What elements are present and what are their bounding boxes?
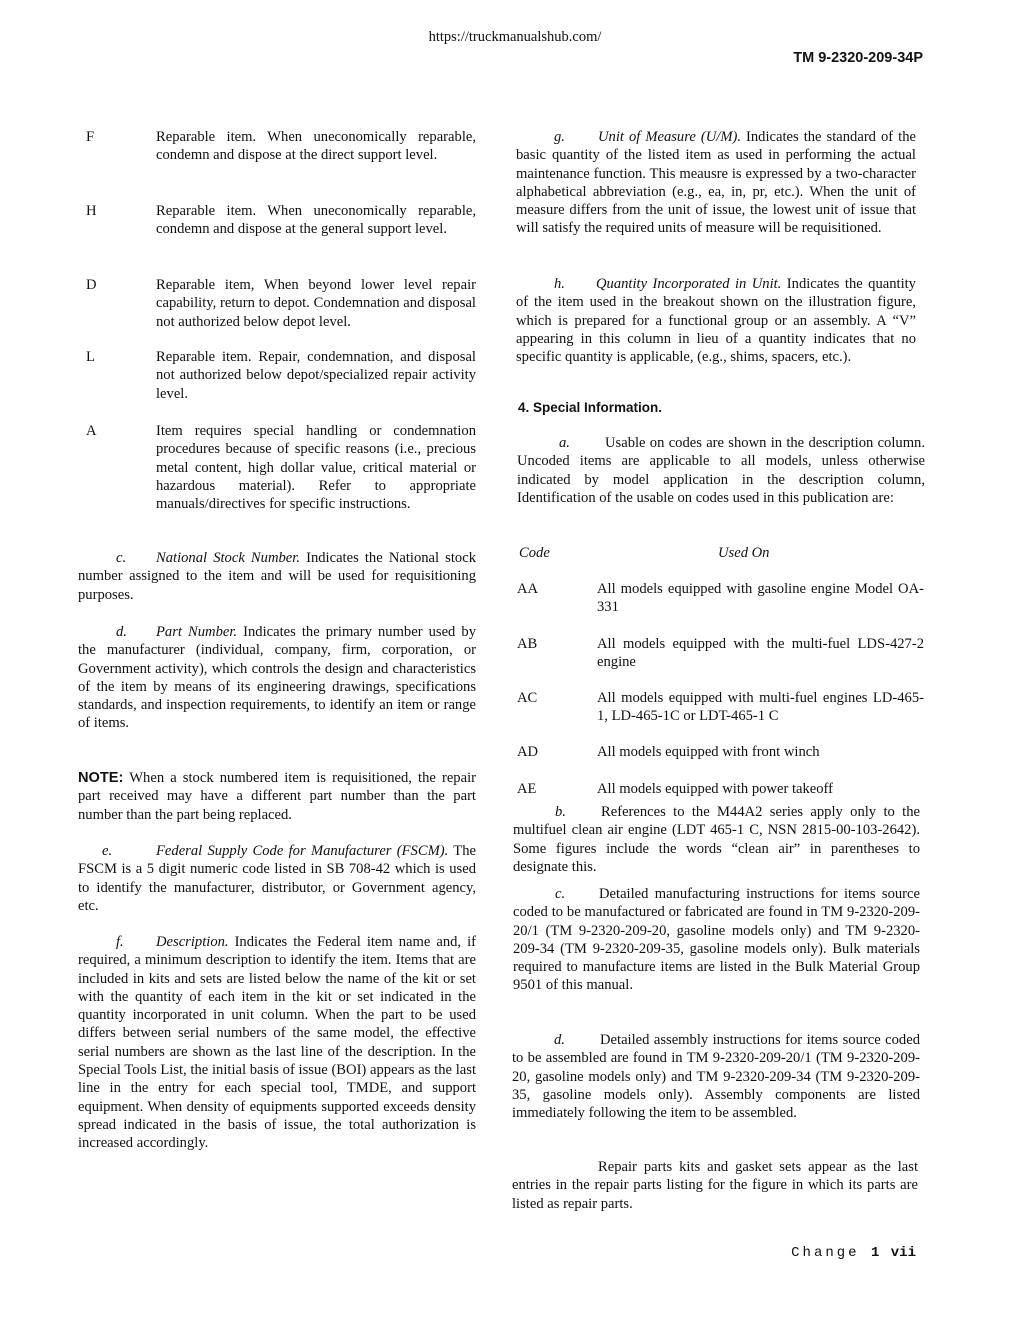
para-h-quantity-incorporated — [516, 275, 916, 366]
para-text: Indicates the standard of the basic quantity of the listed item as used in performing the actual maintenance function. This meausre is expressed by a two-character alphabetical abbreviation (e.g., ea, in, pr, etc.). When the unit of measure differs from the unit of issue, the lowest unit of issue that will satisfy the required units of measure will be requisitioned. — [516, 129, 916, 237]
usable-code-AA: AA — [517, 581, 539, 597]
source-url: https://truckmanualshub.com/ — [428, 29, 602, 45]
para-b-references — [513, 803, 920, 876]
para-text: Indicates the Federal item name and, if required, a minimum description to identify the item. Items that are included in kits and sets are listed below the name of the kit or set with the quantity of each item in the kit or set indicated in the quantity incorporated in unit column. When the part to be used differs between serial numbers of the same model, the effective serial numbers are shown as the last line of the description. In the Special Tools List, the initial basis of issue (BOI) appears as the last line in the entry for each special tool, TMDE, and support equipment. When density of equipments supported exceeds density spread indicated in the basis of issue, the total authorization is increased accordingly. — [78, 934, 476, 1152]
smr-desc-H: Reparable item. When uneconomically reparable, condemn and dispose at the general support level. — [156, 203, 476, 238]
usable-desc-AB: All models equipped with the multi-fuel LDS-427-2 engine — [597, 636, 924, 671]
para-letter: d. — [116, 624, 127, 640]
smr-desc-F: Reparable item. When uneconomically reparable, condemn and dispose at the direct support level. — [156, 129, 476, 164]
smr-desc-D: Reparable item, When beyond lower level repair capability, return to depot. Condemnation and disposal not authorized below depot level. — [156, 277, 476, 330]
smr-code-H: H — [86, 203, 97, 219]
para-text: The FSCM is a 5 digit numeric code listed in SB 708-42 which is used to identify the manufacturer, distributor, or Government agency, etc. — [78, 843, 476, 914]
page-footer — [791, 1244, 916, 1262]
para-text: Usable on codes are shown in the description column. Uncoded items are applicable to all models, unless otherwise indicated by model application in the description column, Identification of the usable on codes used in this publication are: — [517, 435, 925, 506]
para-title: Federal Supply Code for Manufacturer (FSCM). — [156, 843, 449, 859]
para-letter: c. — [116, 550, 127, 566]
footer-page-number: vii — [890, 1245, 916, 1261]
para-g-unit-of-measure — [516, 128, 916, 238]
para-text: Indicates the quantity of the item used in the breakout shown on the illustration figure, which is prepared for a functional group or an assembly. A “V” appearing in this column in lieu of a quantity indicates that no specific quantity is applicable, (e.g., shims, spacers, etc.). — [516, 276, 916, 366]
para-letter: b. — [555, 804, 566, 820]
usable-desc-AC: All models equipped with multi-fuel engines LD-465-1, LD-465-1C or LDT-465-1 C — [597, 690, 924, 725]
para-e-fscm — [78, 842, 476, 915]
usable-code-AE: AE — [517, 781, 537, 797]
para-letter: c. — [555, 886, 566, 902]
smr-code-L: L — [86, 349, 95, 365]
smr-desc-L: Reparable item. Repair, condemnation, and disposal not authorized below depot/specialized repair activity level. — [156, 349, 476, 402]
note-label: NOTE: — [78, 770, 124, 786]
para-text: Indicates the primary number used by the manufacturer (individual, company, firm, corporation, or Government activity), which controls the design and characteristics of the item by means of its engineering drawings, specifications standards, and inspection requirements, to identify an item or range of items. — [78, 624, 476, 732]
para-letter: d. — [554, 1032, 565, 1048]
smr-code-F: F — [86, 129, 95, 145]
note — [78, 769, 476, 824]
para-title: Quantity Incorporated in Unit. — [596, 276, 782, 292]
section-heading: 4. Special Information. — [518, 400, 663, 415]
para-c-manufacturing — [513, 885, 920, 995]
para-letter: e. — [102, 843, 113, 859]
para-text: Detailed manufacturing instructions for items source coded to be manufactured or fabricated are found in TM 9-2320-209-20/1 (TM 9-2320-209-20, gasoline models only) and TM 9-2320-209-34 (TM 9-2320-209-35, gasoline models only). Bulk materials required to manufacture items are listed in the Bulk Material Group 9501 of this manual. — [513, 886, 920, 994]
para-title: Unit of Measure (U/M). — [598, 129, 741, 145]
para-d-assembly — [512, 1031, 920, 1122]
smr-desc-A: Item requires special handling or condemnation procedures because of specific reasons (i.e., precious metal content, high dollar value, critical material or hazardous material). Refer to appropriate manuals/directives for specific instructions. — [156, 423, 476, 513]
para-text: Detailed assembly instructions for items source coded to be assembled are found in TM 9-2320-209-20/1 (TM 9-2320-209-20, gasoline models only) and TM 9-2320-209-34 (TM 9-2320-209-35, gasoline models only). Assembly components are listed immediately following the item to be assembled. — [512, 1032, 920, 1122]
usable-desc-AD: All models equipped with front winch — [597, 744, 820, 760]
para-text: References to the M44A2 series apply only to the multifuel clean air engine (LDT 465-1 C, NSN 2815-00-103-2642). Some figures include the words “clean air” in parentheses to designate this. — [513, 804, 920, 875]
usable-desc-AE: All models equipped with power takeoff — [597, 781, 834, 797]
para-letter: a. — [559, 435, 570, 451]
footer-change-number: 1 — [870, 1245, 880, 1261]
para-text: Indicates the National stock number assigned to the item and will be used for requisitioning purposes. — [78, 550, 476, 603]
usable-desc-AA: All models equipped with gasoline engine Model OA-331 — [597, 581, 924, 616]
para-title: National Stock Number. — [156, 550, 300, 566]
note-text: When a stock numbered item is requisitioned, the repair part received may have a different part number than the part number than the part being replaced. — [78, 770, 477, 823]
smr-code-A: A — [86, 423, 97, 439]
para-letter: f. — [116, 934, 124, 950]
smr-code-D: D — [86, 277, 97, 293]
para-title: Part Number. — [156, 624, 238, 640]
para-letter: h. — [554, 276, 565, 292]
footer-change-label: Change — [791, 1245, 860, 1261]
para-c-national-stock-number — [78, 549, 476, 604]
para-repair-kits: Repair parts kits and gasket sets appear as the last entries in the repair parts listing for the figure in which its parts are listed as repair parts. — [512, 1159, 918, 1212]
para-a-usable-on-codes — [517, 434, 925, 507]
document-number: TM 9-2320-209-34P — [793, 50, 923, 66]
para-letter: g. — [554, 129, 565, 145]
table-header-used-on: Used On — [718, 545, 770, 561]
usable-code-AD: AD — [517, 744, 539, 760]
usable-code-AC: AC — [517, 690, 538, 706]
para-title: Description. — [156, 934, 229, 950]
usable-code-AB: AB — [517, 636, 538, 652]
table-header-code: Code — [519, 545, 550, 561]
para-d-part-number — [78, 623, 476, 733]
para-f-description — [78, 933, 476, 1153]
